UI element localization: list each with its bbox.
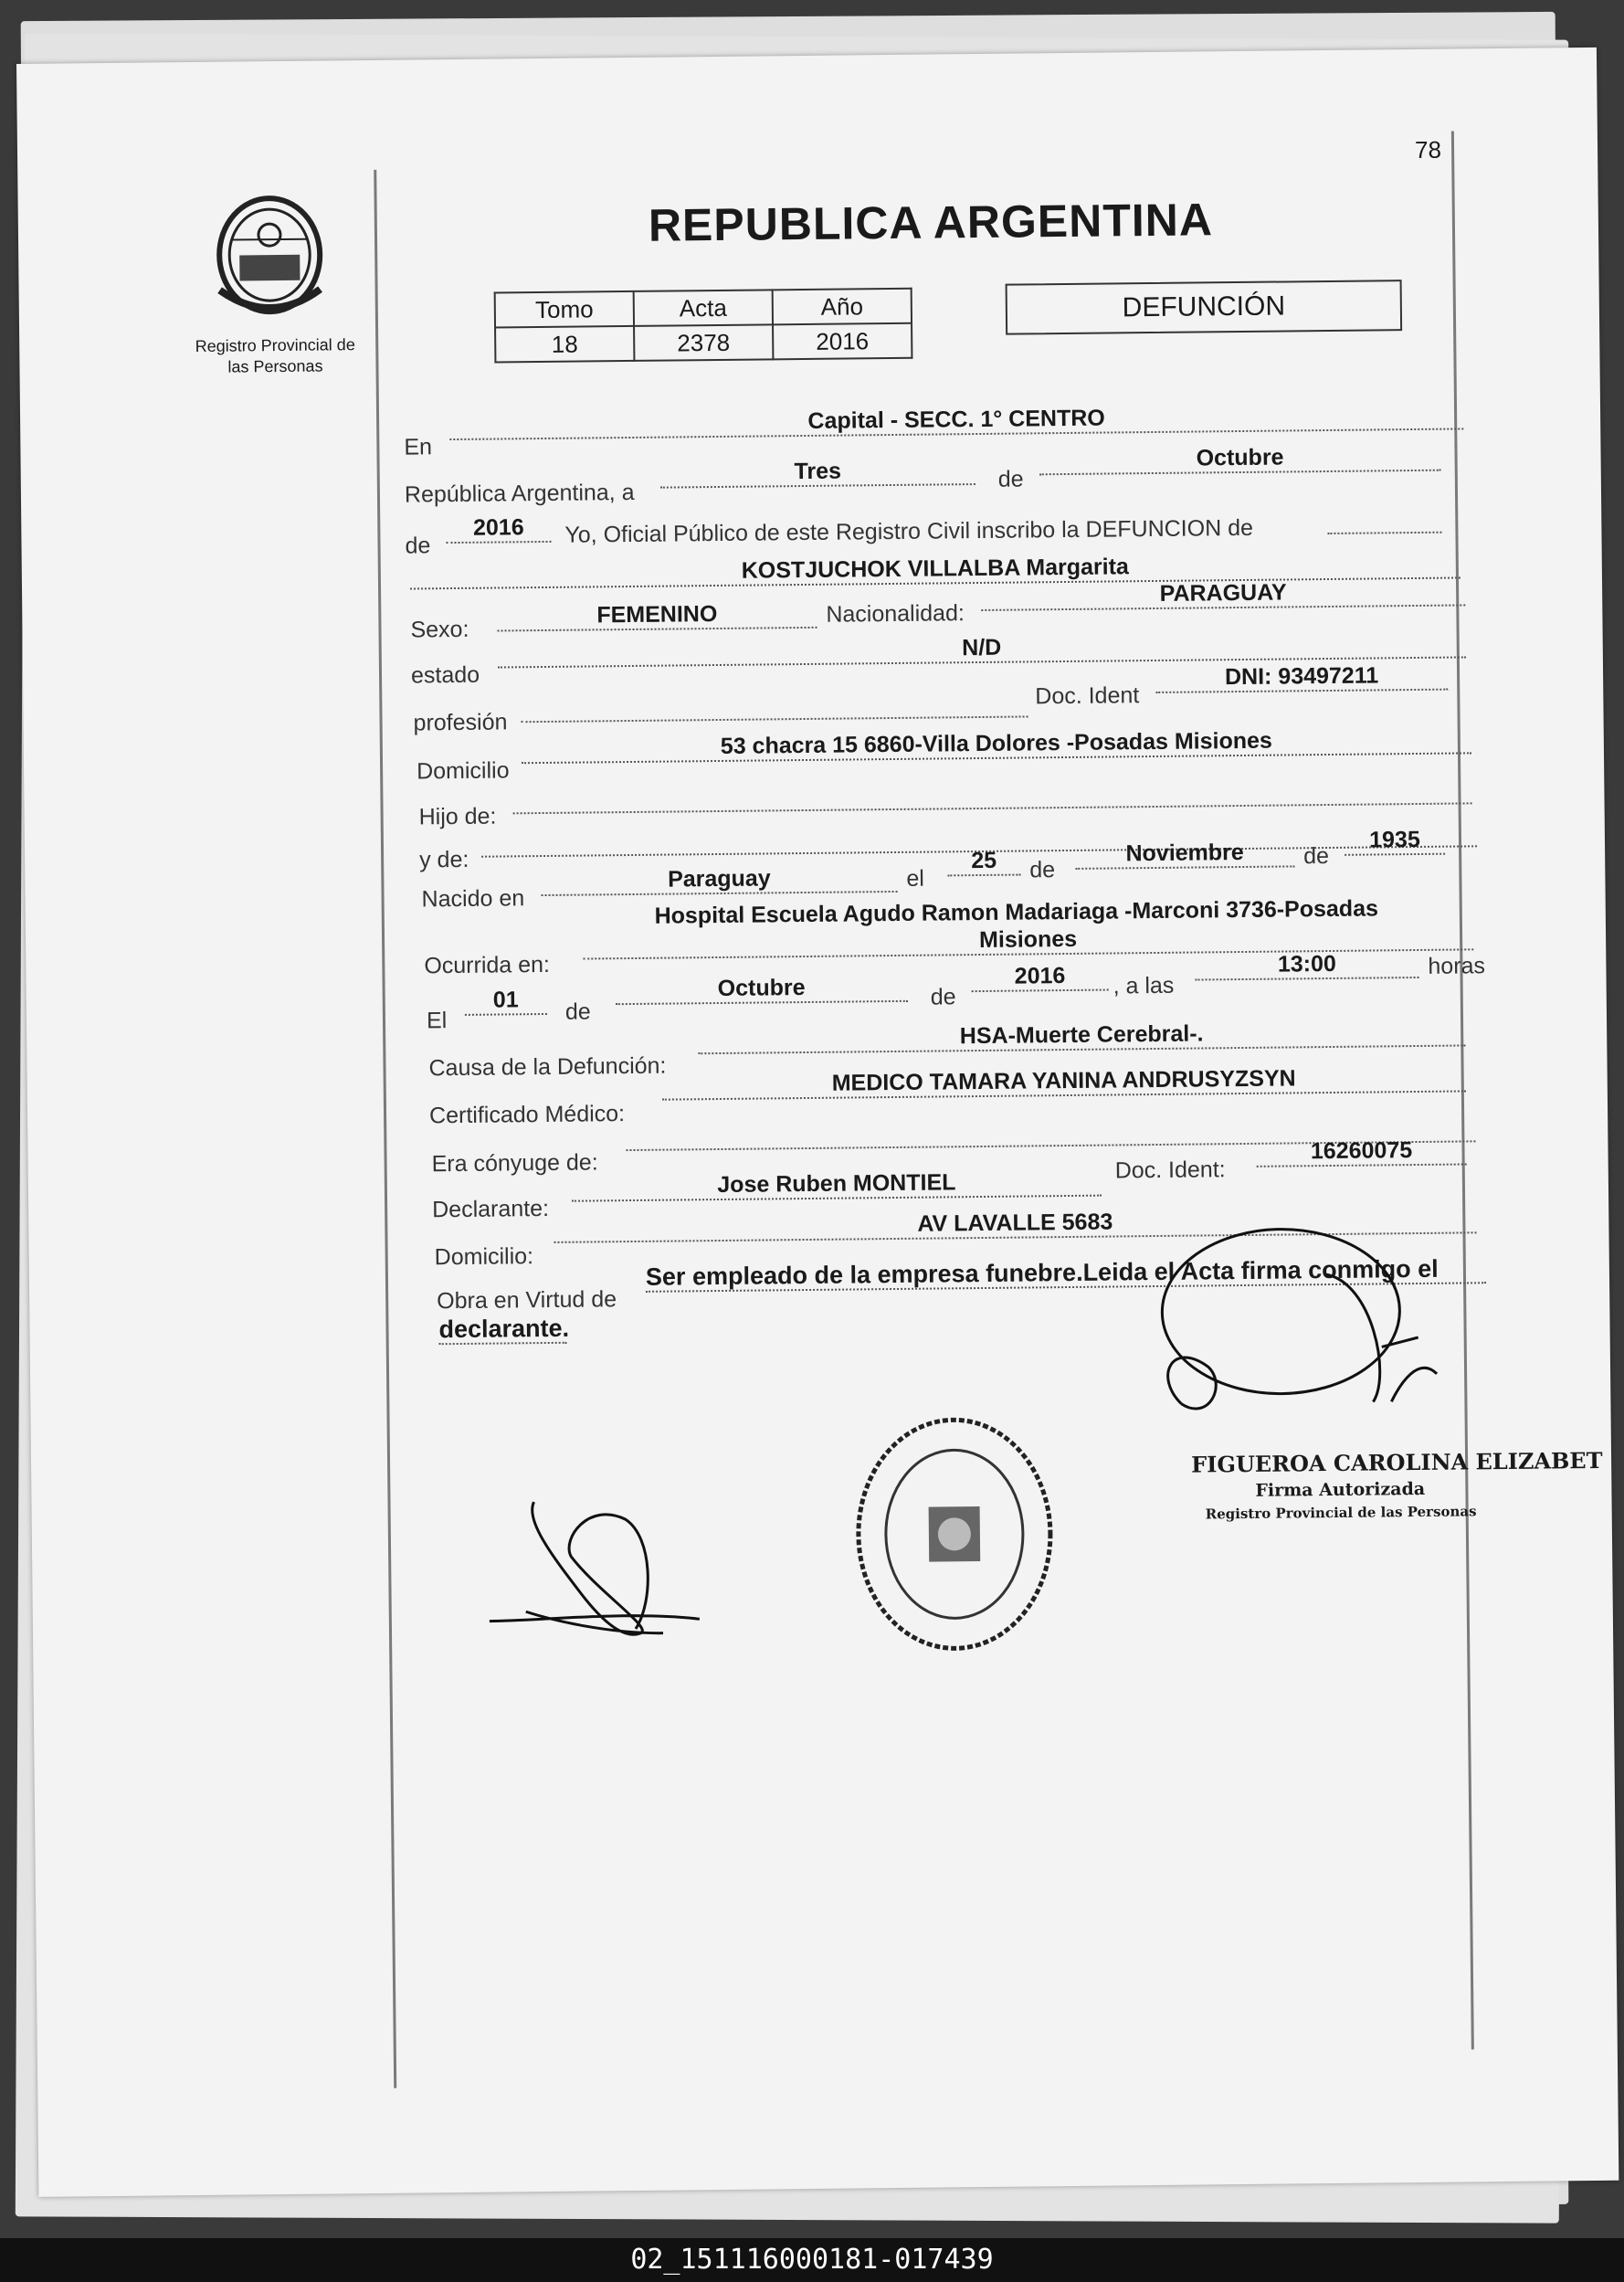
- anio-value: 2016: [446, 513, 551, 544]
- doc-value: DNI: 93497211: [1155, 661, 1448, 693]
- registry-table: [494, 288, 913, 364]
- domicilio-label: Domicilio: [416, 757, 510, 785]
- domicilio2-label: Domicilio:: [434, 1243, 534, 1271]
- conyuge-label: Era cónyuge de:: [431, 1149, 598, 1178]
- doc2-label: Doc. Ident:: [1114, 1157, 1226, 1184]
- logo-caption: [165, 334, 385, 379]
- official-role: Firma Autorizada: [1255, 1478, 1426, 1501]
- sexo-label: Sexo:: [410, 616, 469, 643]
- nacido-label: Nacido en: [421, 885, 525, 913]
- anio-prefix: de: [405, 533, 431, 559]
- obra-value: Ser empleado de la empresa funebre.Leida el Acta firma conmigo el: [646, 1254, 1486, 1293]
- nombre-value: KOSTJUCHOK VILLALBA Margarita: [410, 549, 1461, 589]
- margin-rule-left: [374, 170, 396, 2088]
- page-number: 78: [1414, 135, 1442, 164]
- inscribo-blank: [1327, 504, 1441, 534]
- hijo-value: [512, 775, 1471, 814]
- en-label: En: [404, 434, 433, 460]
- doc2-value: 16260075: [1256, 1136, 1466, 1167]
- ocurrida-value-line2: Misiones: [583, 921, 1473, 959]
- domicilio-value: 53 chacra 15 6860-Villa Dolores -Posadas Misiones: [522, 724, 1471, 764]
- tomo-header: Tomo: [495, 291, 634, 328]
- nacido-value: Paraguay: [541, 863, 897, 896]
- estado-label: estado: [410, 661, 480, 689]
- nac-anio: 1935: [1345, 826, 1445, 856]
- yde-label: y de:: [419, 846, 469, 873]
- document-type-box: DEFUNCIÓN: [1006, 280, 1403, 335]
- obra-value-line2: declarante.: [438, 1314, 570, 1344]
- declarante-value: Jose Ruben MONTIEL: [572, 1167, 1102, 1202]
- de-label: de: [997, 466, 1024, 492]
- acta-header: Acta: [634, 290, 773, 326]
- acta-value: 2378: [634, 324, 773, 361]
- el2-label: El: [426, 1008, 448, 1034]
- profesion-label: profesión: [413, 709, 508, 736]
- anio-value: 2016: [773, 323, 912, 360]
- nac-dia: 25: [947, 847, 1020, 877]
- sexo-value: FEMENINO: [497, 599, 817, 632]
- certificado-label: Certificado Médico:: [428, 1101, 626, 1129]
- logo-caption-line: las Personas: [227, 356, 323, 376]
- declarante-label: Declarante:: [432, 1195, 550, 1223]
- official-signature: [1143, 1218, 1474, 1459]
- obra-label: Obra en Virtud de: [437, 1286, 617, 1315]
- ocurrida-value-line1: Hospital Escuela Agudo Ramon Madariaga -Marconi 3736-Posadas: [654, 895, 1379, 929]
- nac-de2-label: de: [1303, 843, 1330, 870]
- causa-label: Causa de la Defunción:: [428, 1052, 667, 1082]
- hijo-label: Hijo de:: [418, 803, 497, 830]
- document-page: [16, 48, 1619, 2197]
- ocurrida-label: Ocurrida en:: [424, 951, 551, 979]
- inscribo-text: Yo, Oficial Público de este Registro Civil inscribo la DEFUNCION de: [564, 514, 1254, 548]
- nac-mes: Noviembre: [1075, 838, 1294, 870]
- page-title: REPUBLICA ARGENTINA: [648, 194, 1214, 251]
- el-label: el: [906, 865, 925, 892]
- logo-caption-line: Registro Provincial de: [195, 335, 355, 355]
- profesion-value: [521, 688, 1028, 723]
- tomo-value: 18: [495, 326, 634, 363]
- registry-stamp-icon: [843, 1405, 1065, 1663]
- def-dia: 01: [465, 986, 547, 1016]
- alas-label: , a las: [1113, 972, 1175, 999]
- dia-value: Tres: [660, 456, 975, 489]
- def-mes: Octubre: [615, 973, 907, 1005]
- nacionalidad-label: Nacionalidad:: [826, 600, 965, 628]
- def-anio: 2016: [971, 962, 1108, 993]
- estado-value: N/D: [498, 629, 1466, 668]
- def-de-label: de: [564, 998, 591, 1025]
- certificado-value: MEDICO TAMARA YANINA ANDRUSYZSYN: [662, 1062, 1466, 1100]
- domicilio2-value: AV LAVALLE 5683: [554, 1204, 1476, 1243]
- footer-code: 02_151116000181-017439: [0, 2238, 1624, 2282]
- official-name: FIGUEROA CAROLINA ELIZABET: [1190, 1446, 1603, 1478]
- official-office: Registro Provincial de las Personas: [1205, 1503, 1477, 1523]
- horas-label: horas: [1428, 953, 1486, 979]
- republica-label: República Argentina, a: [404, 479, 635, 508]
- mes-value: Octubre: [1039, 442, 1440, 476]
- def-hora: 13:00: [1195, 949, 1418, 981]
- province-seal-icon: [200, 188, 339, 327]
- anio-header: Año: [773, 289, 912, 325]
- en-value: Capital - SECC. 1° CENTRO: [449, 400, 1463, 440]
- nacionalidad-value: PARAGUAY: [981, 576, 1465, 611]
- doc-label: Doc. Ident: [1035, 682, 1140, 710]
- declarant-signature: [469, 1482, 745, 1667]
- causa-value: HSA-Muerte Cerebral-.: [698, 1017, 1465, 1054]
- def-de2-label: de: [930, 984, 956, 1010]
- nac-de-label: de: [1029, 857, 1056, 883]
